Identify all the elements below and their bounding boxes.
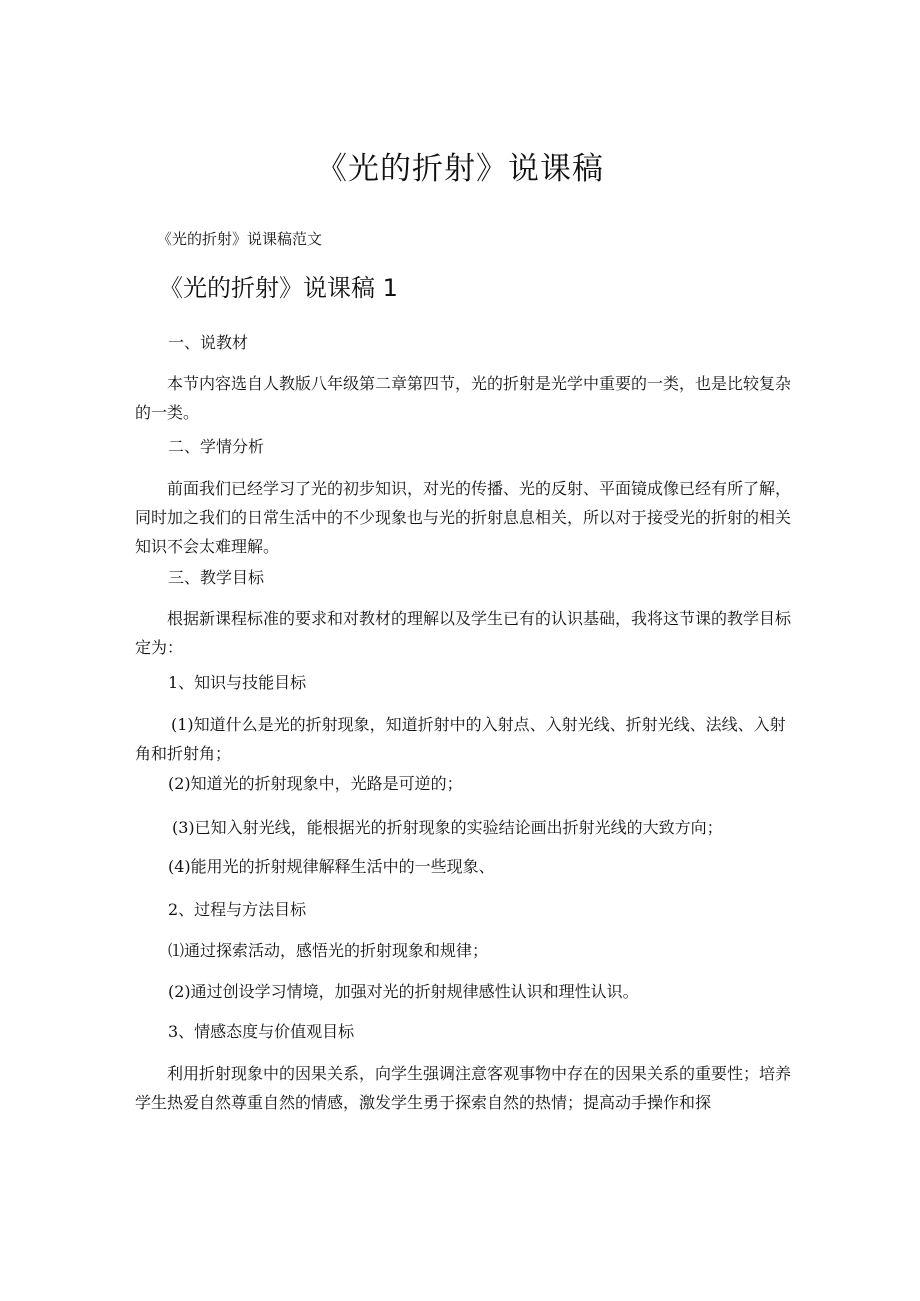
goal-heading-process-method: 2、过程与方法目标 (168, 900, 307, 919)
section-heading: 《光的折射》说课稿 1 (159, 274, 398, 302)
paragraph-emotion-values: 利用折射现象中的因果关系，向学生强调注意客观事物中存在的因果关系的重要性；培养学生热爱自然尊重自然的情感，激发学生勇于探索自然的热情；提高动手操作和探 (135, 1064, 792, 1112)
goal-heading-emotion-values: 3、情感态度与价值观目标 (168, 1022, 355, 1041)
goal-item-2-2: (2)通过创设学习情境，加强对光的折射规律感性认识和理性认识。 (168, 982, 639, 1001)
goal-item-1-3: (3)已知入射光线，能根据光的折射现象的实验结论画出折射光线的大致方向； (172, 818, 723, 837)
document-title: 《光的折射》说课稿 (316, 151, 604, 187)
paragraph-teaching-material: 本节内容选自人教版八年级第二章第四节，光的折射是光学中重要的一类，也是比较复杂的一类。 (135, 374, 792, 422)
document-subtitle: 《光的折射》说课稿范文 (157, 230, 323, 248)
goal-item-2-1: ⑴通过探索活动，感悟光的折射现象和规律； (168, 941, 489, 960)
section-heading-student-analysis: 二、学情分析 (168, 437, 265, 456)
goal-heading-knowledge-skills: 1、知识与技能目标 (168, 673, 307, 692)
section-heading-teaching-material: 一、说教材 (168, 333, 249, 352)
section-heading-teaching-goals: 三、教学目标 (168, 568, 265, 587)
paragraph-student-analysis: 前面我们已经学习了光的初步知识，对光的传播、光的反射、平面镜成像已经有所了解，同时加之我们的日常生活中的不少现象也与光的折射息息相关，所以对于接受光的折射的相关知识不会太难理解。 (135, 479, 792, 556)
goal-item-1-2: (2)知道光的折射现象中，光路是可逆的； (168, 774, 463, 793)
goal-item-1-4: (4)能用光的折射规律解释生活中的一些现象、 (168, 857, 495, 876)
paragraph-teaching-goals: 根据新课程标准的要求和对教材的理解以及学生已有的认识基础，我将这节课的教学目标定为： (135, 609, 792, 657)
goal-item-1-1: (1)知道什么是光的折射现象，知道折射中的入射点、入射光线、折射光线、法线、入射角和折射角； (135, 715, 786, 763)
